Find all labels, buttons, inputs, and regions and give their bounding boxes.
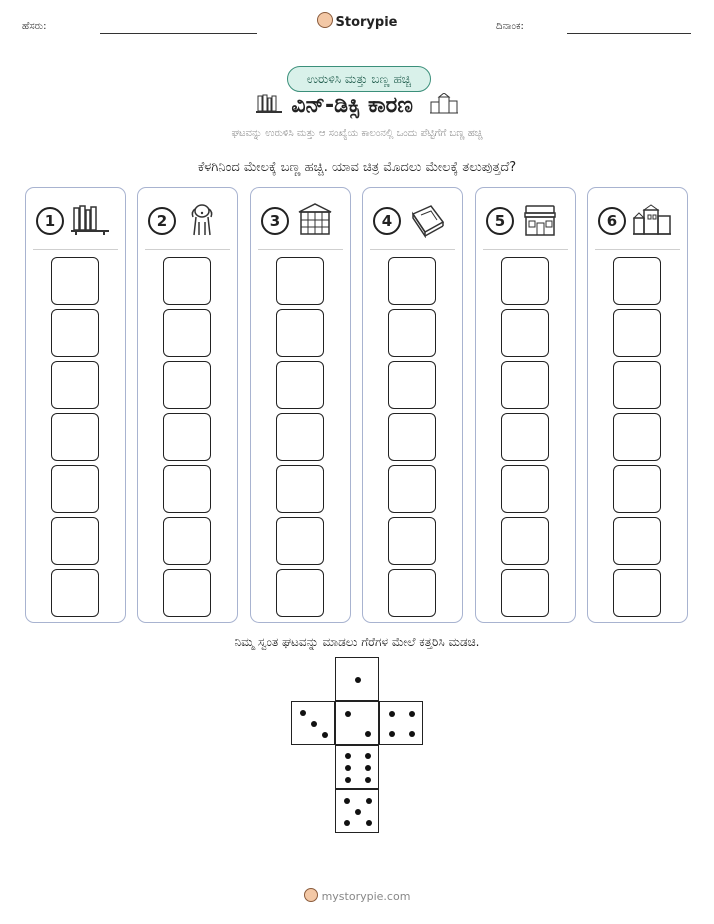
dog-icon — [182, 202, 222, 238]
color-box[interactable] — [613, 361, 661, 409]
column-5 — [475, 187, 576, 623]
die-pip — [345, 753, 351, 759]
name-label: ಹೆಸರು: — [22, 21, 47, 32]
color-box[interactable] — [388, 517, 436, 565]
die-pip — [355, 809, 361, 815]
color-box[interactable] — [388, 257, 436, 305]
divider — [33, 249, 118, 250]
color-box[interactable] — [163, 309, 211, 357]
color-box[interactable] — [163, 361, 211, 409]
column-1 — [25, 187, 126, 623]
brand-logo — [0, 12, 714, 30]
bookshelf-icon — [255, 93, 283, 115]
die-pip — [300, 710, 306, 716]
title-text: ವಿನ್-ಡಿಕ್ಸಿ ಕಾರಣ — [291, 93, 413, 118]
color-box[interactable] — [51, 309, 99, 357]
die-face-5 — [335, 789, 379, 833]
color-box[interactable] — [501, 309, 549, 357]
column-number: 2 — [148, 207, 176, 235]
subtitle: ಘಟವನ್ನು ಉರುಳಿಸಿ ಮತ್ತು ಆ ಸಂಖ್ಯೆಯ ಕಾಲಂನಲ್ಲಿ ಒಂದು ಪೆಟ್ಟಿಗೆಗೆ ಬಣ್ಣ ಹಚ್ಚಿ — [231, 128, 483, 139]
color-box[interactable] — [163, 257, 211, 305]
die-pip — [365, 765, 371, 771]
divider — [595, 249, 680, 250]
die-face-1 — [335, 657, 379, 701]
die-pip — [365, 777, 371, 783]
die-pip — [366, 820, 372, 826]
column-number: 5 — [486, 207, 514, 235]
die-pip — [345, 711, 351, 717]
die-pip — [345, 777, 351, 783]
color-box[interactable] — [276, 361, 324, 409]
color-box[interactable] — [388, 413, 436, 461]
color-box[interactable] — [51, 413, 99, 461]
die-face-6 — [335, 745, 379, 789]
question: ಕೆಳಗಿನಿಂದ ಮೇಲಕ್ಕೆ ಬಣ್ಣ ಹಚ್ಚಿ. ಯಾವ ಚಿತ್ರ ಮೊದಲು ಮೇಲಕ್ಕೆ ತಲುಪುತ್ತದೆ? — [197, 160, 517, 175]
divider — [483, 249, 568, 250]
die-pip — [311, 721, 317, 727]
column-number: 3 — [261, 207, 289, 235]
date-label: ದಿನಾಂಕ: — [496, 21, 524, 32]
page-title — [0, 93, 714, 118]
book-icon — [407, 202, 447, 238]
die-pip — [344, 820, 350, 826]
bookshelf-icon — [70, 202, 110, 238]
color-box[interactable] — [51, 465, 99, 513]
town-icon — [429, 93, 459, 115]
color-box[interactable] — [163, 569, 211, 617]
instruction: ನಿಮ್ಮ ಸ್ವಂತ ಘಟವನ್ನು ಮಾಡಲು ಗೆರೆಗಳ ಮೇಲೆ ಕತ್ತರಿಸಿ ಮಡಚಿ. — [234, 635, 480, 649]
color-box[interactable] — [613, 257, 661, 305]
color-box[interactable] — [613, 569, 661, 617]
color-box[interactable] — [501, 361, 549, 409]
color-box[interactable] — [501, 569, 549, 617]
die-pip — [365, 753, 371, 759]
storypie-logo-icon — [304, 888, 318, 902]
color-box[interactable] — [51, 257, 99, 305]
color-box[interactable] — [163, 517, 211, 565]
color-box[interactable] — [276, 257, 324, 305]
die-pip — [344, 798, 350, 804]
activity-badge: ಉರುಳಿಸಿ ಮತ್ತು ಬಣ್ಣ ಹಚ್ಚಿ — [287, 66, 431, 92]
color-box[interactable] — [163, 465, 211, 513]
die-face-2 — [335, 701, 379, 745]
color-box[interactable] — [276, 465, 324, 513]
column-number: 1 — [36, 207, 64, 235]
color-box[interactable] — [163, 413, 211, 461]
column-3 — [250, 187, 351, 623]
die-pip — [366, 798, 372, 804]
die-pip — [389, 711, 395, 717]
die-pip — [322, 732, 328, 738]
divider — [145, 249, 230, 250]
color-box[interactable] — [501, 517, 549, 565]
die-pip — [389, 731, 395, 737]
color-box[interactable] — [388, 465, 436, 513]
color-box[interactable] — [613, 309, 661, 357]
color-box[interactable] — [51, 361, 99, 409]
name-line — [100, 33, 257, 34]
column-number: 6 — [598, 207, 626, 235]
library-building-icon — [295, 202, 335, 238]
divider — [370, 249, 455, 250]
color-box[interactable] — [501, 413, 549, 461]
color-box[interactable] — [388, 569, 436, 617]
column-4 — [362, 187, 463, 623]
column-6 — [587, 187, 688, 623]
color-box[interactable] — [613, 517, 661, 565]
footer-url: mystorypie.com — [321, 890, 411, 903]
die-face-4 — [379, 701, 423, 745]
store-icon — [520, 202, 560, 238]
die-pip — [409, 731, 415, 737]
date-line — [567, 33, 691, 34]
color-box[interactable] — [388, 361, 436, 409]
die-pip — [355, 677, 361, 683]
column-number: 4 — [373, 207, 401, 235]
storypie-logo-icon — [317, 12, 333, 28]
color-box[interactable] — [276, 569, 324, 617]
column-2 — [137, 187, 238, 623]
color-box[interactable] — [276, 309, 324, 357]
die-pip — [345, 765, 351, 771]
color-box[interactable] — [613, 413, 661, 461]
die-pip — [409, 711, 415, 717]
color-box[interactable] — [501, 257, 549, 305]
color-box[interactable] — [613, 465, 661, 513]
color-box[interactable] — [501, 465, 549, 513]
divider — [258, 249, 343, 250]
brand-name: Storypie — [335, 15, 398, 30]
die-pip — [365, 731, 371, 737]
color-box[interactable] — [276, 517, 324, 565]
color-box[interactable] — [388, 309, 436, 357]
color-box[interactable] — [276, 413, 324, 461]
die-face-3 — [291, 701, 335, 745]
color-box[interactable] — [51, 517, 99, 565]
town-icon — [632, 202, 672, 238]
color-box[interactable] — [51, 569, 99, 617]
footer — [0, 888, 714, 903]
